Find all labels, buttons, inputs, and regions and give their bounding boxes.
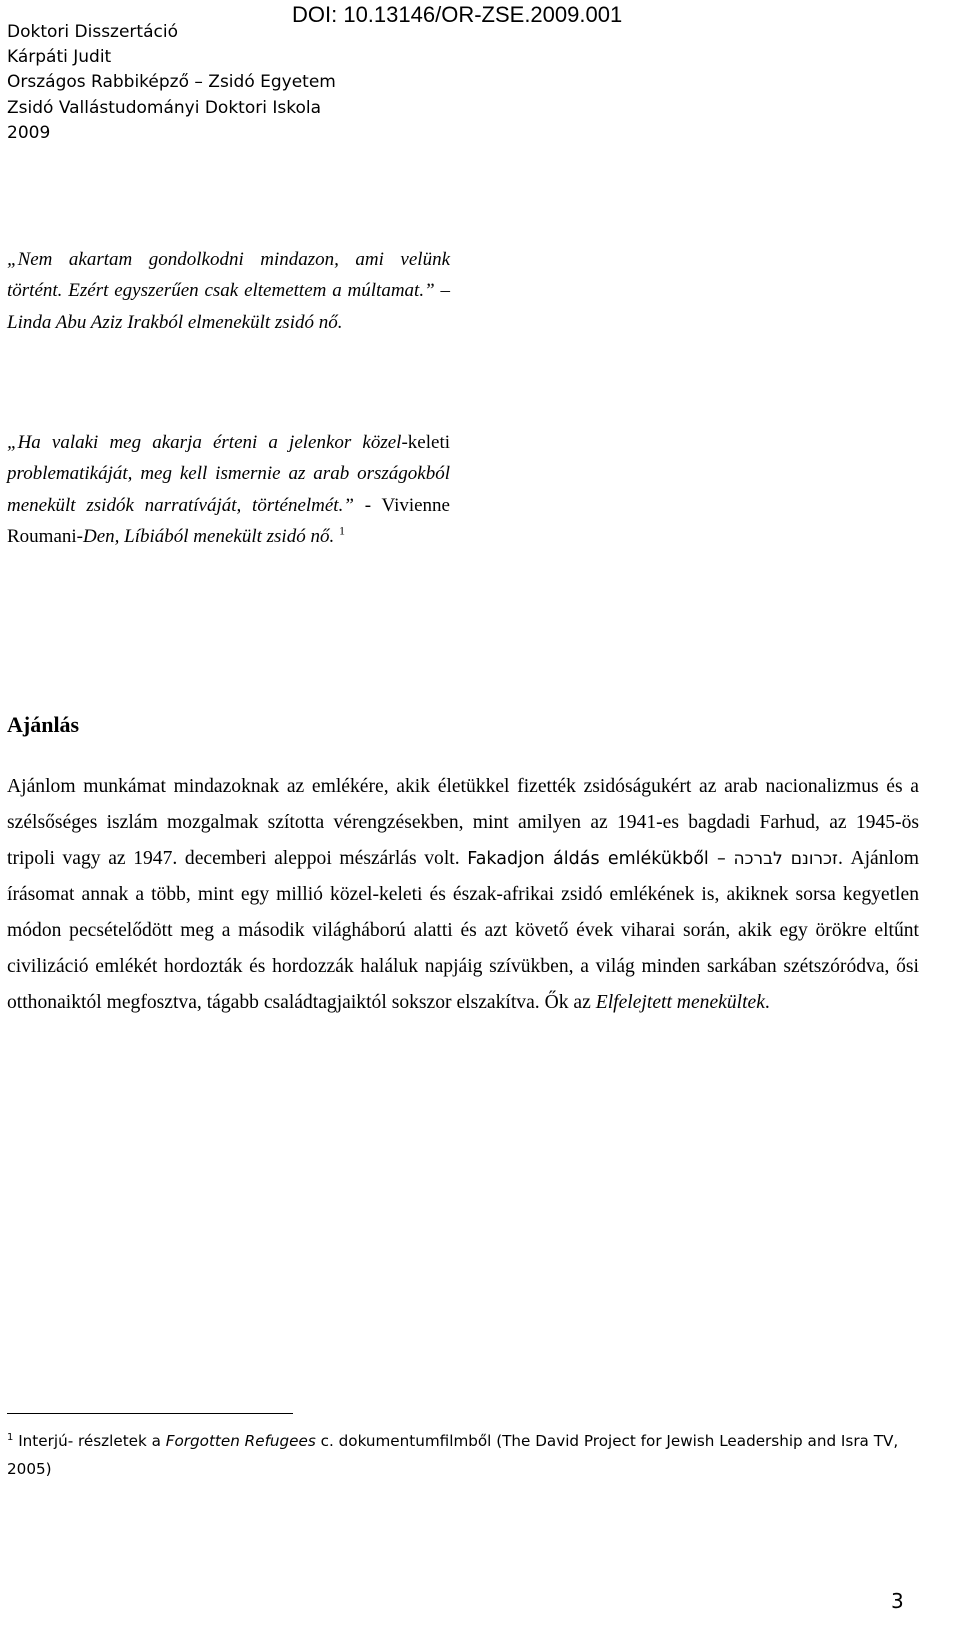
section-heading: Ajánlás xyxy=(7,712,80,737)
dedication-p2-end: . xyxy=(764,992,770,1013)
footnote-text-a: Interjú- részletek a xyxy=(18,1432,166,1450)
header-line-year: 2009 xyxy=(7,122,51,143)
header-line-type: Doktori Disszertáció xyxy=(7,22,178,42)
hebrew-blessing: זכרונם לברכה xyxy=(733,849,838,869)
doi-header: DOI: 10.13146/OR-ZSE.2009.001 xyxy=(292,2,623,27)
footnote xyxy=(7,1427,919,1483)
footnote-number: 1 xyxy=(7,1431,14,1443)
quote-2-text-c: problematikáját, meg kell ismernie az arab országokból menekült zsidók narratíváját, történelmét.” xyxy=(7,463,450,516)
header-line-author: Kárpáti Judit xyxy=(7,47,112,68)
header-line-school: Zsidó Vallástudományi Doktori Iskola xyxy=(7,97,322,118)
epigraph-quote-1 xyxy=(7,244,450,338)
dedication-p1: Ajánlom munkámat mindazoknak az emlékére, akik életükkel fizették zsidóságukért az arab nacionalizmus és a szélsőséges iszlám mozgalmak szította vérengzésekben, mint amilyen az 1941-es bagdadi Farhud, az 1945-ös tripoli vagy az 1947. decemberi aleppoi mészárlás volt. xyxy=(7,776,919,869)
quote-2-author: Vivienne Roumani- xyxy=(7,494,450,547)
page-number: 3 xyxy=(891,1589,904,1613)
footnote-separator xyxy=(7,1413,293,1414)
dedication-p2-italic: Elfelejtett menekültek xyxy=(595,992,765,1013)
footnote-ref: 1 xyxy=(338,523,345,538)
quote-2-author-italic: Den, Líbiából menekült zsidó nő. xyxy=(83,525,335,547)
quote-1-attribution: – Linda Abu Aziz Irakból elmenekült zsidó nő. xyxy=(7,280,450,333)
dissertation-header xyxy=(7,20,336,146)
quote-2-text-a: „Ha valaki meg akarja érteni a jelenkor közel xyxy=(7,432,402,453)
footnote-title: Forgotten Refugees xyxy=(165,1432,316,1450)
epigraph-quote-2 xyxy=(7,427,450,552)
dedication-body xyxy=(7,769,919,1021)
footnote-text-b: c. dokumentumfilmből (The David Project for Jewish Leadership and Isra TV, 2005) xyxy=(7,1432,899,1478)
header-line-institution: Országos Rabbiképző – Zsidó Egyetem xyxy=(7,72,336,93)
blessing-label: Fakadjon áldás emlékükből – xyxy=(467,849,726,869)
quote-2-text-b: -keleti xyxy=(401,432,450,453)
quote-1-text: „Nem akartam gondolkodni mindazon, ami velünk történt. Ezért egyszerűen csak eltemettem a múltamat.” xyxy=(7,249,450,302)
dedication-p2: . Ajánlom írásomat annak a több, mint egy millió közel-keleti és észak-afrikai zsidó emlékének is, akiknek sorsa kegyetlen módon pecsételődött meg a második világháború alatti és azt követő évek viharai során, akik egy örökre eltűnt civilizáció emlékét hordozták és hordozzák haláluk napjáig szívükben, a világ minden sarkában szétszóródva, ősi otthonaiktól megfosztva, tágabb családtagjaiktól sokszor elszakítva. Ők az xyxy=(7,848,920,1013)
quote-2-dash: - xyxy=(353,494,382,516)
